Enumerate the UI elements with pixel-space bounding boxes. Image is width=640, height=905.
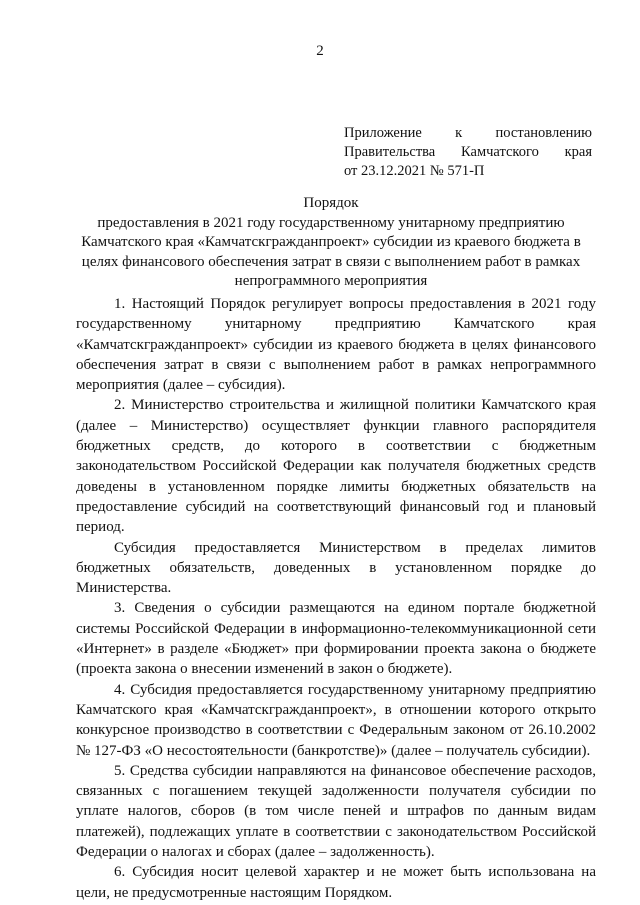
appendix-block xyxy=(344,124,592,181)
paragraph-4: 4. Субсидия предоставляется государственному унитарному предприятию Камчатского края «Камчатскгражданпроект», в отношении которого открыто конкурсное производство в соответствии с Федеральным законом от 26.10.2002 № 127-ФЗ «О несостоятельности (банкротстве)» (далее – получатель субсидии). xyxy=(76,681,596,759)
document-body xyxy=(76,294,596,903)
title-subtitle: предоставления в 2021 году государственному унитарному предприятию Камчатского края «Камчатскгражданпроект» субсидии из краевого бюджета в целях финансового обеспечения затрат в связи с выполнением работ в рамках непрограммного мероприятия xyxy=(81,214,581,289)
appendix-line-3: от 23.12.2021 № 571-П xyxy=(344,163,485,179)
title-heading: Порядок xyxy=(303,195,359,211)
appendix-line-1: Приложение к постановлению xyxy=(344,125,592,141)
paragraph-2: 2. Министерство строительства и жилищной политики Камчатского края (далее – Министерство) осуществляет функции главного распорядителя бюджетных средств, до которого в соответствии с бюджетным законодательством Российской Федерации как получателя бюджетных средств доведены в установленном порядке лимиты бюджетных обязательств на предоставление субсидий на соответствующий финансовый год и плановый период. xyxy=(76,397,596,536)
paragraph-1: 1. Настоящий Порядок регулирует вопросы предоставления в 2021 году государственному унитарному предприятию Камчатского края «Камчатскгражданпроект» субсидии из краевого бюджета в целях финансового обеспечения затрат в связи с выполнением работ в рамках непрограммного мероприятия (далее – субсидия). xyxy=(76,296,596,394)
paragraph-5: 5. Средства субсидии направляются на финансовое обеспечение расходов, связанных с погашением текущей задолженности получателя субсидии по уплате налогов, сборов (в том числе пеней и штрафов по данным видам платежей), подлежащих уплате в соответствии с законодательством Российской Федерации о налогах и сборах (далее – задолженность). xyxy=(76,762,596,861)
page-number: 2 xyxy=(316,43,324,59)
paragraph-6: 6. Субсидия носит целевой характер и не может быть использована на цели, не предусмотренные настоящим Порядком. xyxy=(76,864,596,901)
document-title xyxy=(70,194,592,292)
paragraph-3: 3. Сведения о субсидии размещаются на едином портале бюджетной системы Российской Федерации в информационно-телекоммуникационной сети «Интернет» в разделе «Бюджет» при формировании проекта закона о бюджете (проекта закона о внесении изменений в закон о бюджете). xyxy=(76,600,596,678)
paragraph-2-continued: Субсидия предоставляется Министерством в пределах лимитов бюджетных обязательств, доведенных в установленном порядке до Министерства. xyxy=(76,539,596,597)
appendix-line-2: Правительства Камчатского края xyxy=(344,144,592,160)
